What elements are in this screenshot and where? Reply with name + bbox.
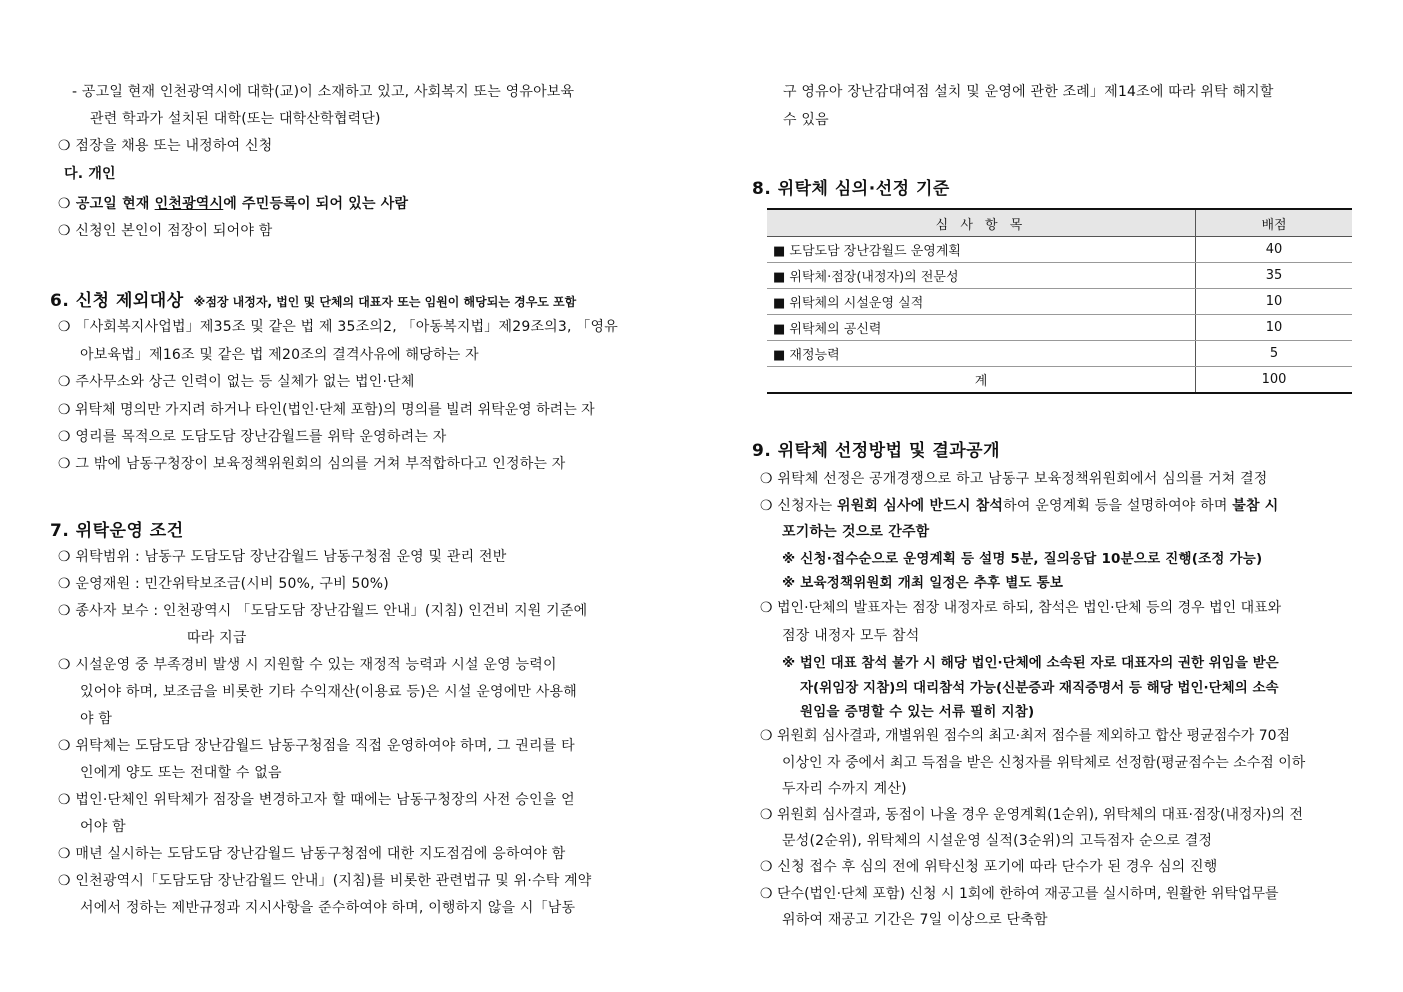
- circle-bullet-icon: ❍: [760, 498, 773, 514]
- list-item: ❍ 신청인 본인이 점장이 되어야 함: [58, 223, 273, 239]
- circle-bullet-icon: ❍: [58, 549, 71, 565]
- list-item: ❍ 종사자 보수 : 인천광역시 「도담도담 장난감월드 안내」(지침) 인건비 지원 기준에: [58, 603, 588, 619]
- note-line: 자(위임장 지참)의 대리참석 가능(신분증과 재직증명서 등 해당 법인·단체의 소속: [800, 680, 1279, 696]
- list-item: ❍ 위탁체는 도담도담 장난감월드 남동구청점을 직접 운영하여야 하며, 그 권리를 타: [58, 738, 575, 754]
- circle-bullet-icon: ❍: [58, 319, 71, 335]
- list-item: ❍ 시설운영 중 부족경비 발생 시 지원할 수 있는 재정적 능력과 시설 운영 능력이: [58, 657, 557, 673]
- text-line: 어야 함: [80, 819, 126, 835]
- circle-bullet-icon: ❍: [58, 374, 71, 390]
- note-line: ※ 신청·접수순으로 운영계획 등 설명 5분, 질의응답 10분으로 진행(조정 가능): [782, 551, 1263, 567]
- circle-bullet-icon: ❍: [760, 859, 773, 875]
- section-heading-8: 8. 위탁체 심의·선정 기준: [752, 179, 950, 199]
- score-table: [767, 208, 1352, 394]
- section-heading-7: 7. 위탁운영 조건: [50, 521, 184, 541]
- list-item: ❍ 신청자는 위원회 심사에 반드시 참석하여 운영계획 등을 설명하여야 하며 불참 시: [760, 498, 1279, 514]
- note-line: ※ 법인 대표 참석 불가 시 해당 법인·단체에 소속된 자로 대표자의 권한 위임을 받은: [782, 655, 1279, 671]
- circle-bullet-icon: ❍: [58, 873, 71, 889]
- circle-bullet-icon: ❍: [58, 657, 71, 673]
- table-header-item: 심 사 항 목: [767, 209, 1196, 237]
- list-item: ❍ 법인·단체인 위탁체가 점장을 변경하고자 할 때에는 남동구청장의 사전 승인을 얻: [58, 792, 575, 808]
- table-header-score: 배점: [1196, 209, 1353, 237]
- table-total-row: 계 100: [767, 367, 1352, 394]
- list-item: ❍ 점장을 채용 또는 내정하여 신청: [58, 138, 273, 154]
- text-line: 야 함: [80, 711, 113, 727]
- list-item: ❍ 위원회 심사결과, 개별위원 점수의 최고·최저 점수를 제외하고 합산 평균점수가 70점: [760, 728, 1291, 744]
- circle-bullet-icon: ❍: [58, 196, 71, 212]
- list-item: ❍ 매년 실시하는 도담도담 장난감월드 남동구청점에 대한 지도점검에 응하여야 함: [58, 846, 566, 862]
- subheading: 다. 개인: [64, 166, 116, 182]
- text-line: 포기하는 것으로 간주함: [782, 524, 930, 540]
- list-item: ❍ 「사회복지사업법」제35조 및 같은 법 제 35조의2, 「아동복지법」제29조의3, 「영유: [58, 319, 618, 335]
- circle-bullet-icon: ❍: [58, 603, 71, 619]
- table-row: ■ 위탁체·점장(내정자)의 전문성 35: [767, 263, 1352, 289]
- circle-bullet-icon: ❍: [58, 402, 71, 418]
- list-item: ❍ 인천광역시「도담도담 장난감월드 안내」(지침)를 비롯한 관련법규 및 위·수탁 계약: [58, 873, 592, 889]
- circle-bullet-icon: ❍: [58, 429, 71, 445]
- text-line: 따라 지급: [187, 630, 247, 646]
- circle-bullet-icon: ❍: [58, 792, 71, 808]
- section-heading-9: 9. 위탁체 선정방법 및 결과공개: [752, 441, 1001, 461]
- text-line: 관련 학과가 설치된 대학(또는 대학산학협력단): [90, 111, 381, 127]
- list-item: ❍ 주사무소와 상근 인력이 없는 등 실체가 없는 법인·단체: [58, 374, 415, 390]
- text-line: 이상인 자 중에서 최고 득점을 받은 신청자를 위탁체로 선정함(평균점수는 소수점 이하: [782, 755, 1306, 771]
- table-row: ■ 위탁체의 공신력 10: [767, 315, 1352, 341]
- list-item: ❍ 신청 접수 후 심의 전에 위탁신청 포기에 따라 단수가 된 경우 심의 진행: [760, 859, 1218, 875]
- text-line: 구 영유아 장난감대여점 설치 및 운영에 관한 조례」제14조에 따라 위탁 해지할: [783, 84, 1274, 100]
- list-item: ❍ 법인·단체의 발표자는 점장 내정자로 하되, 참석은 법인·단체 등의 경우 법인 대표와: [760, 600, 1282, 616]
- circle-bullet-icon: ❍: [58, 846, 71, 862]
- circle-bullet-icon: ❍: [760, 807, 773, 823]
- list-item: ❍ 위탁체 명의만 가지려 하거나 타인(법인·단체 포함)의 명의를 빌려 위탁운영 하려는 자: [58, 402, 595, 418]
- circle-bullet-icon: ❍: [58, 738, 71, 754]
- list-item: ❍ 그 밖에 남동구청장이 보육정책위원회의 심의를 거쳐 부적합하다고 인정하는 자: [58, 456, 566, 472]
- table-row: ■ 재정능력 5: [767, 341, 1352, 367]
- list-item: ❍ 단수(법인·단체 포함) 신청 시 1회에 한하여 재공고를 실시하며, 원활한 위탁업무를: [760, 886, 1279, 902]
- text-line: 인에게 양도 또는 전대할 수 없음: [80, 765, 282, 781]
- circle-bullet-icon: ❍: [760, 471, 773, 487]
- text-line: 두자리 수까지 계산): [782, 781, 907, 797]
- table-row: ■ 위탁체의 시설운영 실적 10: [767, 289, 1352, 315]
- text-line: 위하여 재공고 기간은 7일 이상으로 단축함: [782, 912, 1048, 928]
- circle-bullet-icon: ❍: [58, 223, 71, 239]
- text-line: 문성(2순위), 위탁체의 시설운영 실적(3순위)의 고득점자 순으로 결정: [782, 833, 1213, 849]
- list-item: ❍ 위원회 심사결과, 동점이 나올 경우 운영계획(1순위), 위탁체의 대표·점장(내정자)의 전: [760, 807, 1304, 823]
- circle-bullet-icon: ❍: [58, 576, 71, 592]
- text-line: 있어야 하며, 보조금을 비롯한 기타 수익재산(이용료 등)은 시설 운영에만 사용해: [80, 684, 577, 700]
- text-line: 수 있음: [783, 112, 829, 128]
- text-line: - 공고일 현재 인천광역시에 대학(교)이 소재하고 있고, 사회복지 또는 영유아보육: [72, 84, 575, 100]
- circle-bullet-icon: ❍: [58, 456, 71, 472]
- note-line: ※ 보육정책위원회 개최 일정은 추후 별도 통보: [782, 575, 1064, 591]
- text-line: 점장 내정자 모두 참석: [782, 628, 920, 644]
- circle-bullet-icon: ❍: [760, 886, 773, 902]
- text-line: 아보육법」제16조 및 같은 법 제20조의 결격사유에 해당하는 자: [80, 347, 479, 363]
- circle-bullet-icon: ❍: [760, 600, 773, 616]
- section-heading-6: 6. 신청 제외대상 ※점장 내정자, 법인 및 단체의 대표자 또는 임원이 해당되는 경우도 포함: [50, 291, 577, 311]
- list-item: ❍ 영리를 목적으로 도담도담 장난감월드를 위탁 운영하려는 자: [58, 429, 447, 445]
- circle-bullet-icon: ❍: [58, 138, 71, 154]
- table-row: ■ 도담도담 장난감월드 운영계획 40: [767, 237, 1352, 263]
- circle-bullet-icon: ❍: [760, 728, 773, 744]
- list-item: ❍ 위탁체 선정은 공개경쟁으로 하고 남동구 보육정책위원회에서 심의를 거쳐 결정: [760, 471, 1268, 487]
- table-header-row: [767, 209, 1352, 237]
- text-line: 서에서 정하는 제반규정과 지시사항을 준수하여야 하며, 이행하지 않을 시「남동: [80, 900, 576, 916]
- list-item: ❍ 위탁범위 : 남동구 도담도담 장난감월드 남동구청점 운영 및 관리 전반: [58, 549, 507, 565]
- list-item: ❍ 운영재원 : 민간위탁보조금(시비 50%, 구비 50%): [58, 576, 389, 592]
- note-line: 원임을 증명할 수 있는 서류 필히 지참): [800, 704, 1035, 720]
- list-item: ❍ 공고일 현재 인천광역시에 주민등록이 되어 있는 사람: [58, 196, 409, 212]
